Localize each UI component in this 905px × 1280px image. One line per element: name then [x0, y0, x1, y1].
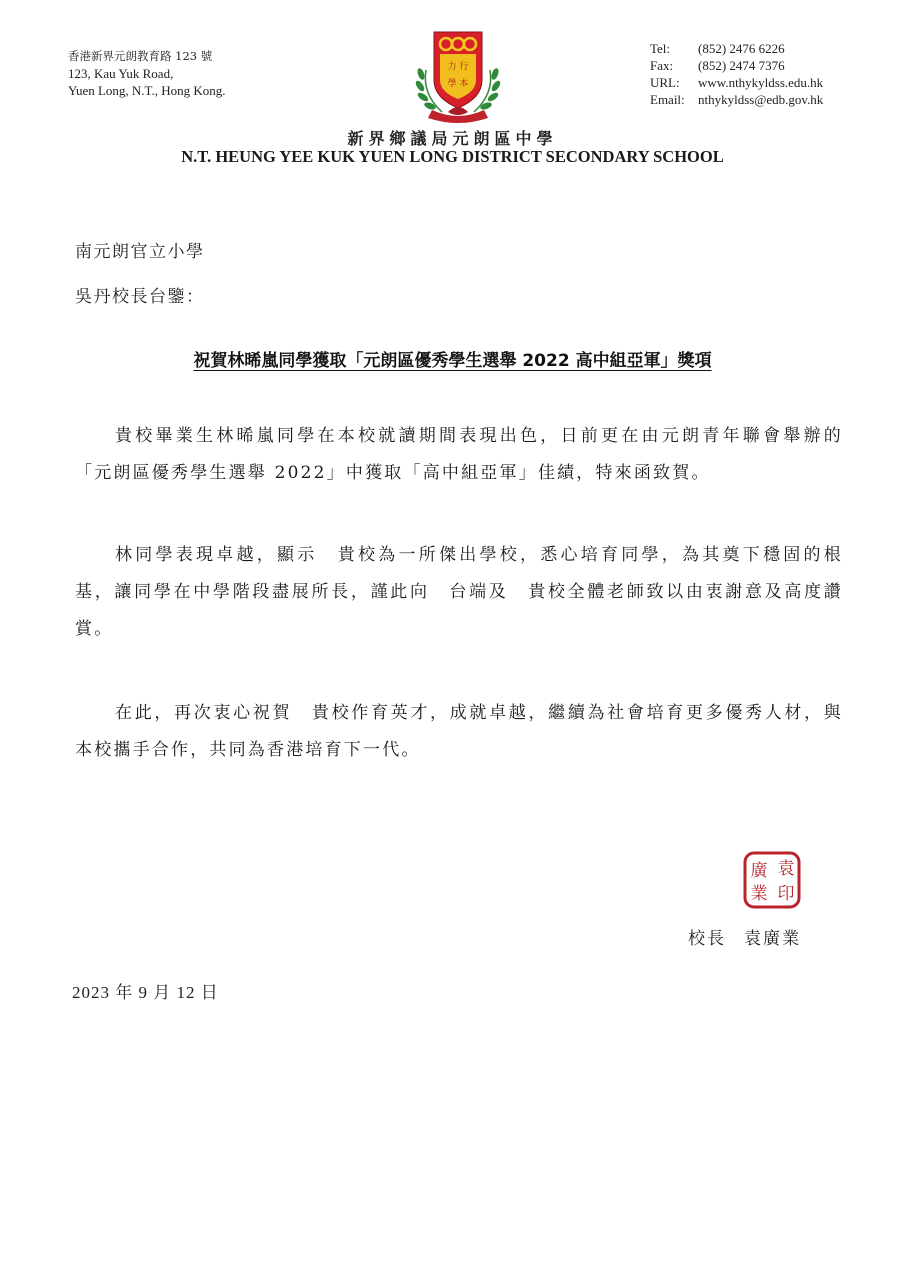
- svg-text:學 本: 學 本: [447, 79, 469, 89]
- url-label: URL:: [650, 75, 680, 90]
- school-name-chinese: 新界鄉議局元朗區中學: [347, 129, 558, 148]
- url-value: www.nthykyldss.edu.hk: [698, 75, 824, 90]
- email-label: Email:: [650, 92, 685, 107]
- letter-date: 2023 年 9 月 12 日: [72, 983, 219, 1002]
- school-name-english: N.T. HEUNG YEE KUK YUEN LONG DISTRICT SECONDARY SCHOOL: [181, 147, 724, 166]
- contact-url-row: [650, 74, 823, 91]
- principal-seal-stamp: [742, 850, 802, 910]
- email-value: nthykyldss@edb.gov.hk: [698, 92, 824, 107]
- letter-paragraph-1: 貴校畢業生林晞嵐同學在本校就讀期間表現出色，日前更在由元朗青年聯會舉辦的「元朗區優秀學生選舉 2022」中獲取「高中組亞軍」佳績，特來函致賀。: [75, 426, 843, 483]
- school-address: [68, 48, 226, 99]
- tel-value: (852) 2476 6226: [698, 41, 785, 56]
- letter-title: [0, 346, 905, 371]
- svg-text:印: 印: [777, 884, 795, 904]
- tel-label: Tel:: [650, 41, 671, 56]
- contact-email-row: [650, 91, 823, 108]
- addressee-principal: 吳丹校長台鑒：: [75, 287, 205, 307]
- school-crest-logo: [412, 28, 504, 124]
- address-english-line-1: 123, Kau Yuk Road,: [68, 66, 174, 81]
- signer-name: 袁廣業: [744, 929, 801, 949]
- signature-block: [688, 924, 801, 949]
- addressee-school: 南元朗官立小學: [75, 242, 205, 262]
- fax-label: Fax:: [650, 58, 674, 73]
- letter-paragraph-3: 在此，再次衷心祝賀 貴校作育英才，成就卓越，繼續為社會培育更多優秀人材，與本校攜手合作，共同為香港培育下一代。: [75, 703, 843, 760]
- address-english-line-2: Yuen Long, N.T., Hong Kong.: [68, 83, 226, 98]
- contact-tel-row: [650, 40, 823, 57]
- svg-text:力 行: 力 行: [447, 62, 469, 72]
- letter-paragraph-2: 林同學表現卓越，顯示 貴校為一所傑出學校，悉心培育同學，為其奠下穩固的根基，讓同學在中學階段盡展所長，謹此向 台端及 貴校全體老師致以由衷謝意及高度讚賞。: [75, 545, 843, 639]
- letter-title-text: 祝賀林晞嵐同學獲取「元朗區優秀學生選舉 2022 高中組亞軍」獎項: [193, 351, 712, 371]
- contact-fax-row: [650, 57, 823, 74]
- svg-text:業: 業: [750, 884, 768, 904]
- signer-title: 校長: [688, 929, 726, 949]
- address-chinese: 香港新界元朗教育路 123 號: [68, 49, 213, 63]
- svg-text:袁: 袁: [777, 859, 795, 879]
- fax-value: (852) 2474 7376: [698, 58, 785, 73]
- school-contact-info: [650, 40, 823, 108]
- svg-text:廣: 廣: [750, 861, 768, 881]
